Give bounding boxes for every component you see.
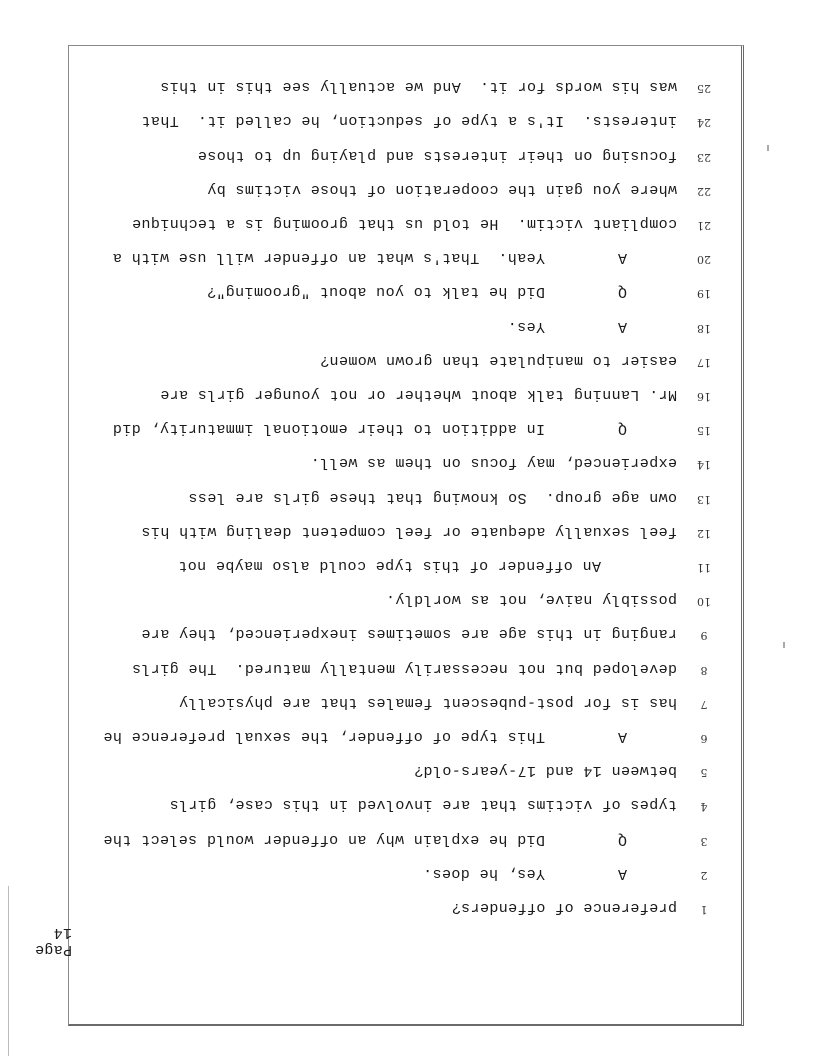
scan-speck (767, 145, 769, 151)
transcript-line (65, 725, 741, 745)
transcript-line (65, 657, 741, 677)
answer-marker: A (617, 864, 627, 882)
transcript-line (65, 486, 741, 506)
line-number: 13 (697, 492, 711, 506)
line-number: 6 (700, 732, 708, 745)
line-text: possibly naive, not as worldly. (385, 591, 677, 609)
line-text: In addition to their emotional immaturity, did (112, 420, 545, 438)
line-text: Mr. Lanning talk about whether or not younger girls are (159, 386, 677, 403)
transcript-line (65, 349, 741, 369)
line-number: 5 (700, 766, 708, 780)
line-text: compliant victim. He told us that grooming is a technique (131, 215, 677, 232)
line-number: 12 (697, 526, 711, 540)
line-number: 17 (697, 355, 711, 369)
line-number: 9 (700, 629, 708, 643)
scan-speck (783, 642, 785, 648)
answer-marker: A (617, 249, 627, 267)
transcript-line (65, 588, 741, 608)
question-marker: Q (617, 283, 627, 301)
line-number: 23 (697, 150, 711, 164)
line-number: 25 (697, 82, 711, 96)
transcript-line (65, 246, 741, 266)
answer-marker: A (617, 728, 627, 745)
transcript-line (65, 212, 741, 232)
line-text: This type of offender, the sexual preference he (103, 728, 545, 745)
transcript-line (65, 554, 741, 574)
question-marker: Q (617, 420, 627, 438)
line-text: easier to manipulate than grown women? (319, 351, 677, 369)
line-number: 22 (697, 184, 711, 198)
line-text: Did he talk to you about "grooming"? (206, 283, 545, 301)
line-text: where you gain the cooperation of those victims by (206, 180, 677, 198)
transcript-line (65, 691, 741, 711)
transcript-line (65, 759, 741, 779)
line-text: Yes, he does. (422, 864, 545, 882)
line-number: 16 (697, 390, 711, 403)
line-text: experienced, may focus on them as well. (310, 454, 677, 472)
line-number: 8 (700, 663, 708, 677)
line-number: 2 (700, 868, 708, 882)
transcript-line (65, 828, 741, 848)
page-number-label: Page 14 (34, 924, 72, 958)
line-text: Did he explain why an offender would select the (103, 830, 545, 848)
line-text: feel sexually adequate or feel competent dealing with his (141, 522, 677, 540)
transcript-line (65, 417, 741, 437)
transcript-line (65, 280, 741, 300)
line-text: own age group. So knowing that these girls are less (188, 488, 677, 506)
line-number: 1 (700, 903, 708, 916)
line-text: focusing on their interests and playing up to those (197, 146, 677, 164)
line-number: 18 (697, 321, 711, 335)
line-text: preference of offenders? (451, 899, 677, 916)
line-text: between 14 and 17-years-old? (413, 762, 677, 780)
transcript-line (65, 793, 741, 813)
transcript-line (65, 383, 741, 403)
line-text: ranging in this age are sometimes inexperienced, they are (141, 625, 677, 643)
line-number: 24 (697, 116, 711, 130)
margin-line (8, 886, 9, 1056)
transcript-line (65, 451, 741, 471)
transcript-line (65, 622, 741, 642)
line-number: 3 (700, 834, 708, 848)
line-number: 7 (700, 697, 708, 711)
line-text: interests. It's a type of seduction, he called it. That (141, 112, 677, 130)
transcript-line (65, 75, 741, 95)
line-text: was his words for it. And we actually see this in this (159, 78, 677, 96)
transcript-line (65, 520, 741, 540)
question-marker: Q (617, 830, 627, 848)
transcript-line (65, 178, 741, 198)
line-text: developed but not necessarily mentally matured. The girls (131, 659, 677, 677)
transcript-line (65, 315, 741, 335)
line-number: 19 (697, 287, 711, 301)
line-text: An offender of this type could also maybe not (177, 557, 601, 574)
line-number: 4 (700, 800, 708, 814)
line-number: 14 (697, 458, 711, 472)
transcript-line (65, 109, 741, 129)
line-text: types of victims that are involved in this case, girls (169, 796, 677, 814)
transcript-line (65, 896, 741, 916)
line-number: 15 (697, 424, 711, 438)
transcript-line (65, 144, 741, 164)
line-number: 20 (697, 253, 711, 267)
line-number: 21 (697, 219, 711, 232)
line-text: Yes. (507, 317, 545, 335)
line-text: has is for post-pubescent females that are physically (178, 693, 677, 711)
transcript-line (65, 862, 741, 882)
page-frame (34, 45, 744, 1026)
line-number: 10 (697, 595, 711, 609)
line-text: Yeah. That's what an offender will use with a (112, 249, 545, 267)
line-number: 11 (697, 561, 711, 574)
answer-marker: A (617, 317, 627, 335)
